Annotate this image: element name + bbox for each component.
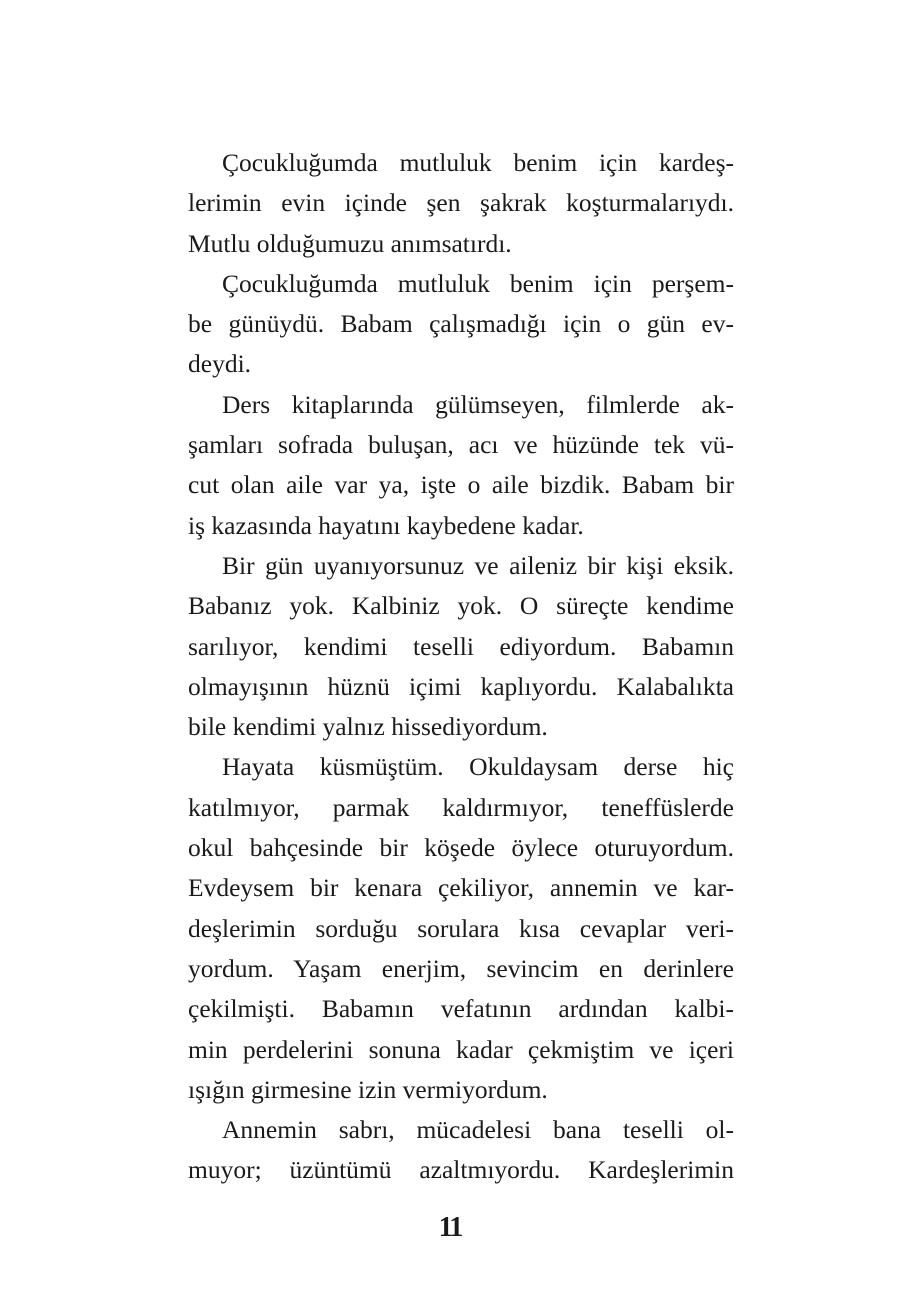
text-line: Mutlu olduğumuzu anımsatırdı.	[188, 228, 512, 258]
text-line: bile kendimi yalnız hissediyordum.	[188, 712, 548, 742]
text-line: okul bahçesinde bir köşede öylece oturuyordum.	[188, 833, 734, 863]
paragraph-5	[188, 747, 734, 1110]
paragraph-3	[188, 385, 734, 546]
text-line: Bir gün uyanıyorsunuz ve aileniz bir kişi eksik.	[222, 550, 734, 580]
text-line: Çocukluğumda mutluluk benim için perşem-	[222, 268, 734, 298]
page-number: 11	[438, 1212, 462, 1243]
text-line: Hayata küsmüştüm. Okuldaysam derse hiç	[222, 752, 734, 782]
text-line: sarılıyor, kendimi teselli ediyordum. Babamın	[188, 631, 734, 661]
text-line: Babanız yok. Kalbiniz yok. O süreçte kendime	[188, 591, 734, 621]
text-line: deydi.	[188, 349, 252, 379]
text-line: Çocukluğumda mutluluk benim için kardeş-	[222, 148, 734, 177]
text-line: lerimin evin içinde şen şakrak koşturmalarıydı.	[188, 188, 734, 218]
text-line: ışığın girmesine izin vermiyordum.	[188, 1074, 548, 1104]
text-line: deşlerimin sorduğu sorulara kısa cevaplar veri-	[188, 913, 734, 943]
text-line: şamları sofrada buluşan, acı ve hüzünde tek vü-	[188, 430, 734, 460]
text-line: be günüydü. Babam çalışmadığı için o gün ev-	[188, 309, 734, 339]
text-line: Ders kitaplarında gülümseyen, filmlerde ak-	[222, 389, 734, 419]
text-line: min perdelerini sonuna kadar çekmiştim ve içeri	[188, 1034, 734, 1064]
text-line: muyor; üzüntümü azaltmıyordu. Kardeşlerimin	[188, 1155, 734, 1185]
body-text	[188, 143, 734, 1191]
paragraph-4	[188, 546, 734, 747]
paragraph-1	[188, 143, 734, 264]
text-line: Annemin sabrı, mücadelesi bana teselli ol-	[222, 1115, 734, 1145]
text-line: olmayışının hüznü içimi kaplıyordu. Kalabalıkta	[188, 671, 734, 701]
text-line: katılmıyor, parmak kaldırmıyor, teneffüslerde	[188, 792, 734, 822]
text-line: cut olan aile var ya, işte o aile bizdik. Babam bir	[188, 470, 734, 500]
text-line: Evdeysem bir kenara çekiliyor, annemin ve kar-	[188, 873, 734, 903]
text-line: çekilmişti. Babamın vefatının ardından kalbi-	[188, 994, 734, 1024]
paragraph-2	[188, 264, 734, 385]
paragraph-6	[188, 1110, 734, 1191]
text-line: yordum. Yaşam enerjim, sevincim en derinlere	[188, 953, 734, 983]
text-line: iş kazasında hayatını kaybedene kadar.	[188, 510, 584, 540]
